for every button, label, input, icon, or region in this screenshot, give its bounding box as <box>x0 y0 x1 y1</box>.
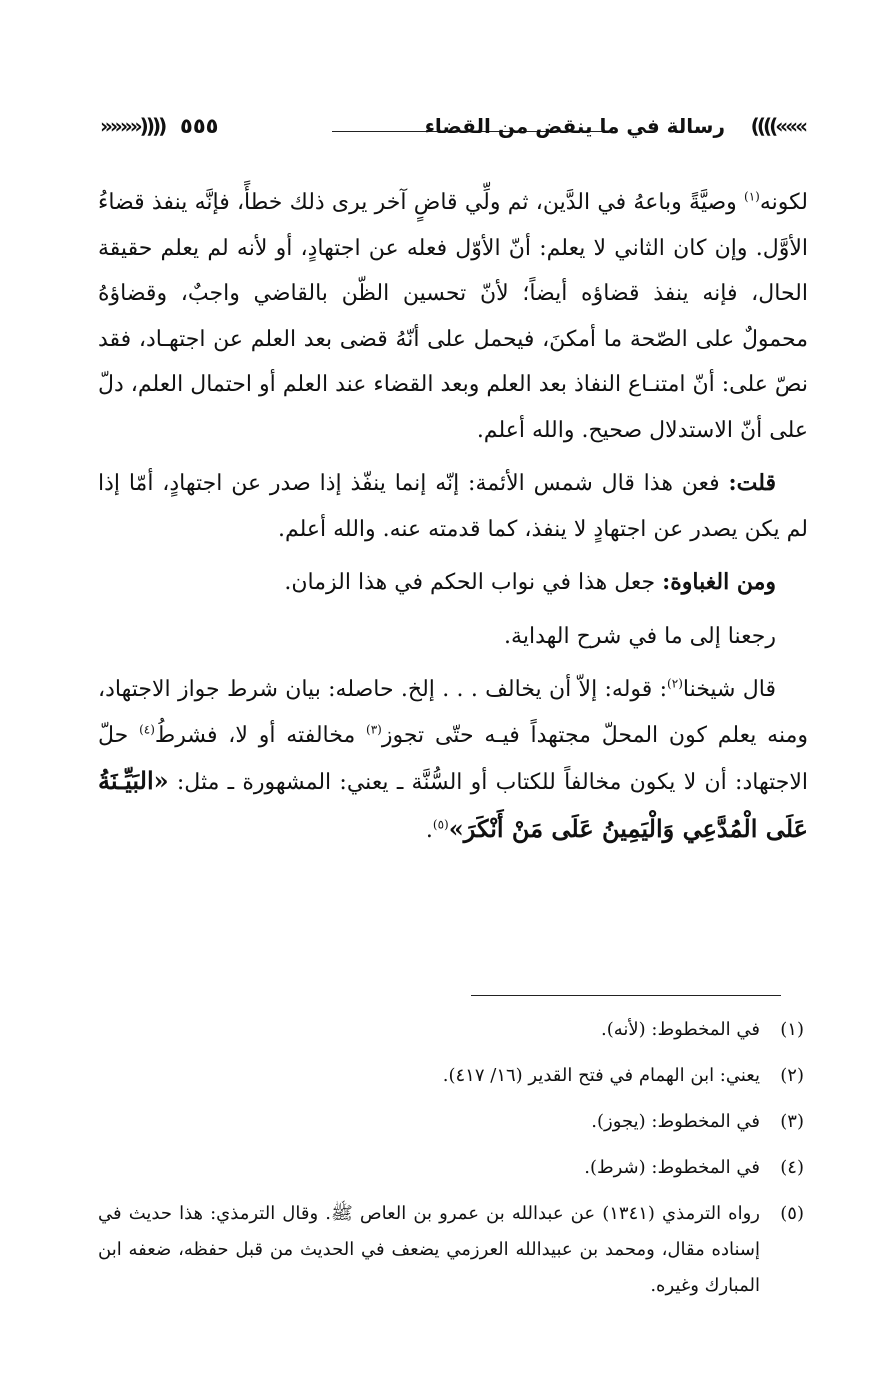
text-run: مخالفته أو لا، فشرطُ <box>154 722 367 748</box>
footnote-ref-1: (١) <box>744 189 760 204</box>
footnote-number: (٥) <box>780 1203 804 1224</box>
left-ornament: »»»»)))) <box>100 114 165 138</box>
footnote-text: يعني: ابن الهمام في فتح القدير (١٦/ ٤١٧). <box>442 1065 760 1086</box>
paragraph-lead: قلت: <box>728 470 776 496</box>
footnote <box>98 1196 808 1304</box>
text-run: جعل هذا في نواب الحكم في هذا الزمان. <box>284 570 663 595</box>
text-run: قال شيخنا <box>682 677 777 702</box>
footnote-ref-2: (٢) <box>667 676 683 691</box>
footnotes <box>98 1010 808 1314</box>
footnote-number: (٤) <box>780 1157 804 1178</box>
hadith-quote: «البَيِّـنَةُ عَلَى الْمُدَّعِي وَالْيَمِينُ عَلَى مَنْ أَنْكَرَ» <box>98 766 808 843</box>
footnote-number: (٣) <box>780 1111 804 1132</box>
paragraph-4: رجعنا إلى ما في شرح الهداية. <box>504 623 776 649</box>
footnote <box>98 1012 808 1048</box>
footnote <box>98 1104 808 1140</box>
text-run: وصيَّةً وباعهُ في الدَّين، ثم ولِّي قاضٍ آخر يرى ذلك خطأً، فإنَّه ينفذ قضاءُ الأوَّل. وإن كان الثاني لا يعلم: أنّ الأوّل فعله عن اجتهادٍ، أو لأنه لم يعلم حقيقة الحال، فإنه ينفذ قضاؤه أيضاً؛ لأنّ تحسين الظّن بالقاضي واجبٌ، وقضاؤهُ محمولٌ على الصّحة ما أمكنَ، فيحمل على أنّهُ قضى بعد العلم عن اجتهـاد، فقد نصّ على: أنّ امتنـاع النفاذ بعد العلم وبعد القضاء عند العلم أو احتمال العلم، دلّ على أنّ الاستدلال صحيح. والله أعلم. <box>98 190 808 443</box>
footnote <box>98 1150 808 1186</box>
footnote-text: في المخطوط: (لأنه). <box>600 1019 760 1040</box>
footnote-number: (٢) <box>780 1065 804 1086</box>
footnote-text: في المخطوط: (شرط). <box>584 1157 760 1178</box>
main-text <box>98 180 808 853</box>
footnote-number: (١) <box>780 1019 804 1040</box>
text-run: حلّ الاجتهاد: أن لا يكون مخالفاً للكتاب أو السُّنَّة ـ يعني: المشهورة ـ مثل: <box>98 722 808 795</box>
running-title: رسالة في ما ينقض من القضاء <box>424 114 725 138</box>
paragraph-5 <box>98 667 808 853</box>
paragraph-lead: ومن الغباوة: <box>662 569 776 595</box>
text-run: : قوله: إلاّ أن يخالف . . . إلخ. حاصله: بيان شرط جواز الاجتهاد، ومنه يعلم كون المحلّ مجتهداً فيـه حتّى تجوز <box>98 677 809 748</box>
paragraph-3 <box>98 560 808 606</box>
text-run: فعن هذا قال شمس الأئمة: إنّه إنما ينفّذ إذا صدر عن اجتهادٍ، أمّا إذا لم يكن يصدر عن اجتهادٍ لا ينفذ، كما قدمته عنه. والله أعلم. <box>98 471 808 542</box>
footnote-separator <box>471 995 781 996</box>
paragraph-1 <box>98 180 808 453</box>
text-run: لكونه <box>759 190 808 215</box>
right-ornament: ((((««« <box>750 114 805 138</box>
footnote-ref-5: (٥) <box>432 817 449 832</box>
footnote-ref-3: (٣) <box>366 722 382 737</box>
footnote-text: رواه الترمذي (١٣٤١) عن عبدالله بن عمرو بن العاص ﷺ. وقال الترمذي: هذا حديث في إسناده مقال، ومحمد بن عبيدالله العرزمي يضعف في الحديث من قبل حفظه، ضعفه ابن المبارك وغيره. <box>98 1203 760 1296</box>
footnote-ref-4: (٤) <box>139 722 155 737</box>
paragraph-2 <box>98 461 808 552</box>
running-header <box>100 112 805 148</box>
text-run: . <box>425 817 433 843</box>
footnote-text: في المخطوط: (يجوز). <box>591 1111 760 1132</box>
page-number: ٥٥٥ <box>180 114 219 138</box>
footnote <box>98 1058 808 1094</box>
